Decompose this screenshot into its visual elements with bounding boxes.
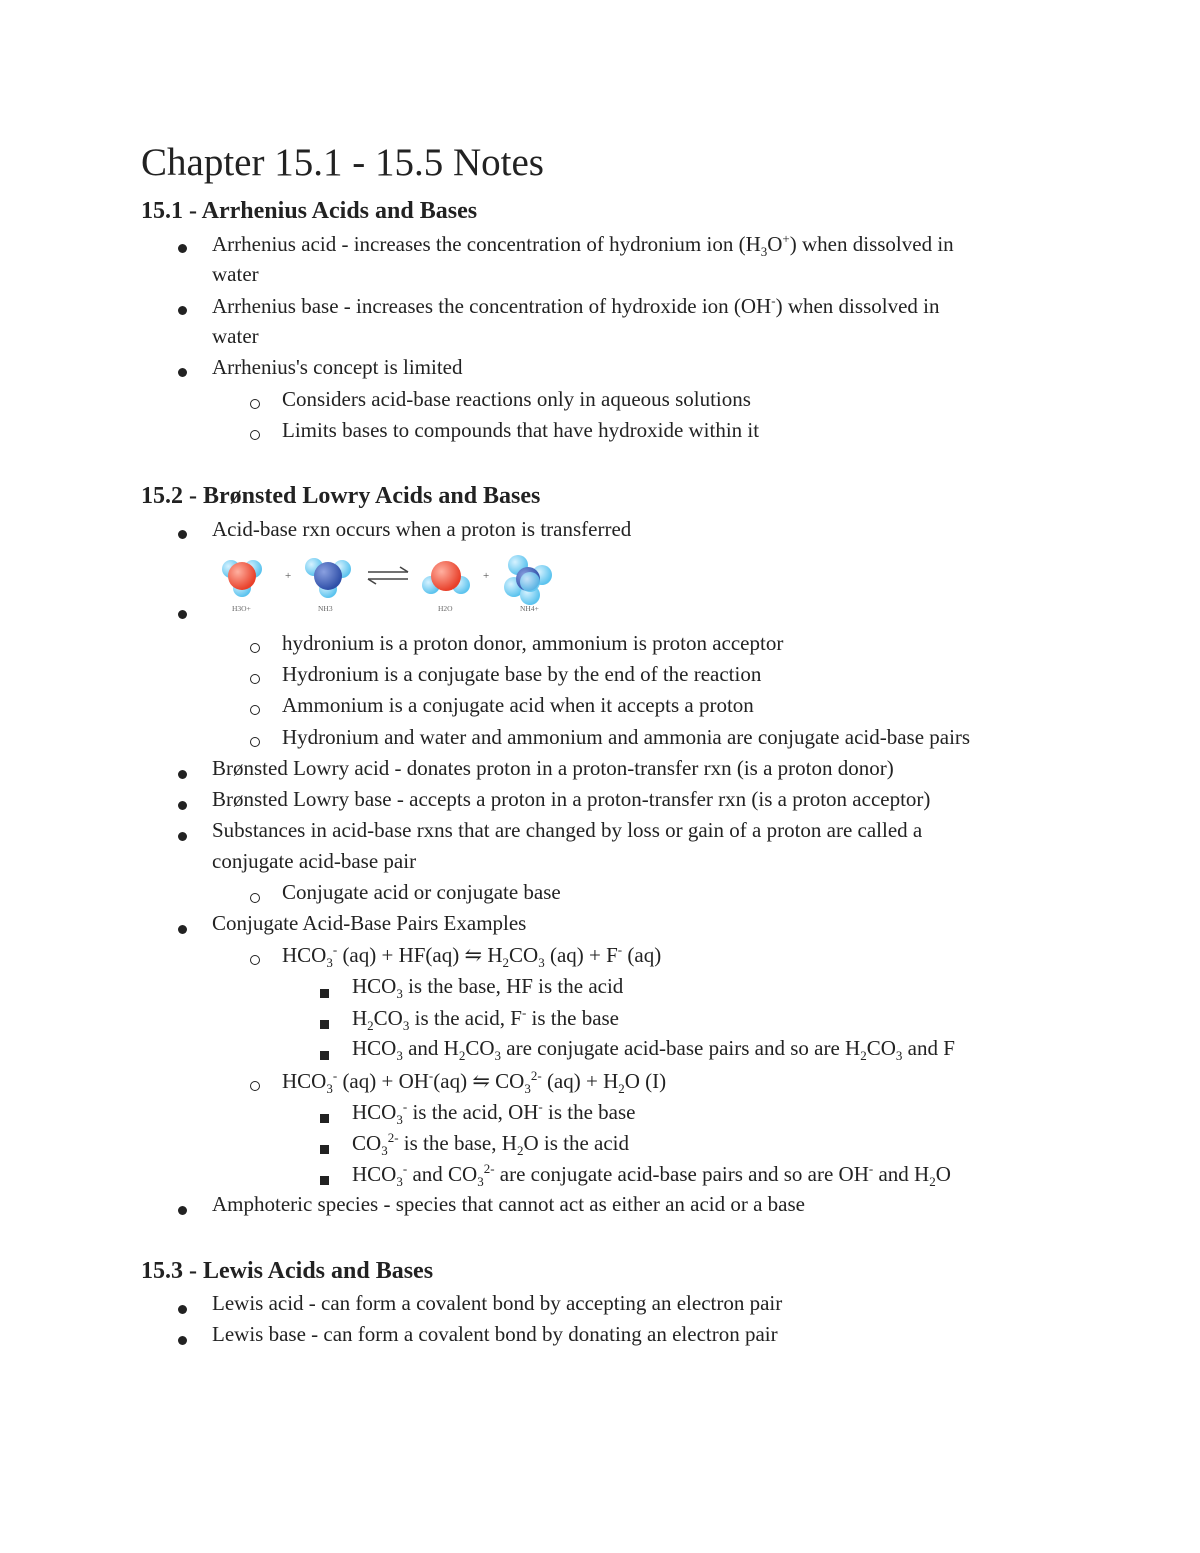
eq1-line-2: $H_2CO_3$ is the acid, F- is the base: [352, 1005, 620, 1034]
bullet-ring: [250, 728, 260, 753]
bullet-dot: [178, 791, 187, 816]
bullet-dot: [178, 520, 187, 545]
plus-sign: +: [483, 570, 490, 582]
label-nh3: NH3: [318, 604, 333, 613]
label-nh4: NH4+: [520, 604, 539, 613]
equation-2: $HCO_3^-$ (aq) + OH-(aq) ⇋ $CO_3^{2-}$ $(aq) + H_2O$ (I): [282, 1068, 667, 1097]
arrhenius-limited: Arrhenius's concept is limited: [212, 355, 463, 379]
bullet-square: [320, 979, 329, 1004]
limit-1: Considers acid-base reactions only in aqueous solutions: [282, 387, 751, 411]
label-h3o: H3O+: [232, 604, 251, 613]
bullet-ring: [250, 634, 260, 659]
arrhenius-acid-wrap: water: [212, 262, 259, 286]
note-3: Ammonium is a conjugate acid when it accepts a proton: [282, 693, 754, 717]
ammonium-molecule-icon: [504, 555, 552, 605]
bullet-ring: [250, 421, 260, 446]
bullet-square: [320, 1135, 329, 1160]
note-4: Hydronium and water and ammonium and ammonia are conjugate acid-base pairs: [282, 725, 971, 749]
bullet-ring: [250, 665, 260, 690]
eq2-line-3: $HCO_3^-$ and $CO_3^{2-}$ are conjugate acid-base pairs and so are OH- and $H_2O$: [352, 1161, 951, 1190]
label-h2o: H2O: [438, 604, 453, 613]
equilibrium-arrow-icon: [368, 567, 408, 584]
note-2: Hydronium is a conjugate base by the end of the reaction: [282, 662, 762, 686]
proton-transfer-text: Acid-base rxn occurs when a proton is transferred: [212, 517, 632, 541]
bullet-dot: [178, 1295, 187, 1320]
conj-acid-or-base: Conjugate acid or conjugate base: [282, 880, 561, 904]
bl-base: Brønsted Lowry base - accepts a proton in a proton-transfer rxn (is a proton acceptor): [212, 787, 931, 811]
hydronium-molecule-icon: [222, 560, 262, 597]
bullet-dot: [178, 296, 187, 321]
bullet-dot: [178, 822, 187, 847]
reaction-molecules-image: [218, 555, 563, 617]
bullet-square: [320, 1010, 329, 1035]
bullet-ring: [250, 390, 260, 415]
bullet-dot: [178, 358, 187, 383]
bullet-dot: [178, 234, 187, 259]
plus-sign: +: [285, 570, 292, 582]
eq2-line-1: $HCO_3^-$ is the acid, OH- is the base: [352, 1099, 636, 1128]
bullet-square: [320, 1104, 329, 1129]
bullet-square: [320, 1166, 329, 1191]
bullet-dot: [178, 600, 187, 625]
bullet-dot: [178, 760, 187, 785]
page-title: Chapter 15.1 - 15.5 Notes: [141, 141, 544, 184]
ammonia-molecule-icon: [305, 558, 351, 598]
lewis-acid: Lewis acid - can form a covalent bond by accepting an electron pair: [212, 1291, 783, 1315]
eq1-line-3: $HCO_3$ and $H_2CO_3$ are conjugate acid-base pairs and so are $H_2CO_3$ and F: [352, 1036, 955, 1064]
lewis-base: Lewis base - can form a covalent bond by donating an electron pair: [212, 1322, 778, 1346]
section-heading-15-3: 15.3 - Lewis Acids and Bases: [141, 1258, 434, 1284]
bullet-dot: [178, 1196, 187, 1221]
note-1: hydronium is a proton donor, ammonium is proton acceptor: [282, 631, 784, 655]
arrhenius-acid-text: Arrhenius acid - increases the concentration of hydronium ion $(H_3O^+)$ when dissolved in: [212, 231, 954, 260]
bullet-square: [320, 1041, 329, 1066]
arrhenius-base-text: Arrhenius base - increases the concentration of hydroxide ion (OH-) when dissolved in: [212, 293, 940, 318]
water-molecule-icon: [422, 561, 470, 594]
bullet-dot: [178, 1326, 187, 1351]
bullet-ring: [250, 946, 260, 971]
eq1-line-1: $HCO_3$ is the base, HF is the acid: [352, 974, 624, 1002]
limit-2: Limits bases to compounds that have hydroxide within it: [282, 418, 760, 442]
substances-text: Substances in acid-base rxns that are changed by loss or gain of a proton are called a: [212, 818, 923, 842]
bullet-ring: [250, 696, 260, 721]
bullet-ring: [250, 1072, 260, 1097]
equation-1: $HCO_3^-$ (aq) + HF(aq) ⇋ $H_2CO_3$ (aq) + F- (aq): [282, 942, 662, 971]
section-heading-15-1: 15.1 - Arrhenius Acids and Bases: [141, 198, 478, 224]
section-heading-15-2: 15.2 - Brønsted Lowry Acids and Bases: [141, 483, 541, 509]
amphoteric-text: Amphoteric species - species that cannot act as either an acid or a base: [212, 1192, 805, 1216]
bl-acid: Brønsted Lowry acid - donates proton in a proton-transfer rxn (is a proton donor): [212, 756, 894, 780]
examples-heading: Conjugate Acid-Base Pairs Examples: [212, 911, 527, 935]
bullet-ring: [250, 884, 260, 909]
substances-wrap: conjugate acid-base pair: [212, 849, 417, 873]
bullet-dot: [178, 915, 187, 940]
arrhenius-base-wrap: water: [212, 324, 259, 348]
eq2-line-2: $CO_3^{2-}$ is the base, $H_2O$ is the acid: [352, 1130, 629, 1159]
